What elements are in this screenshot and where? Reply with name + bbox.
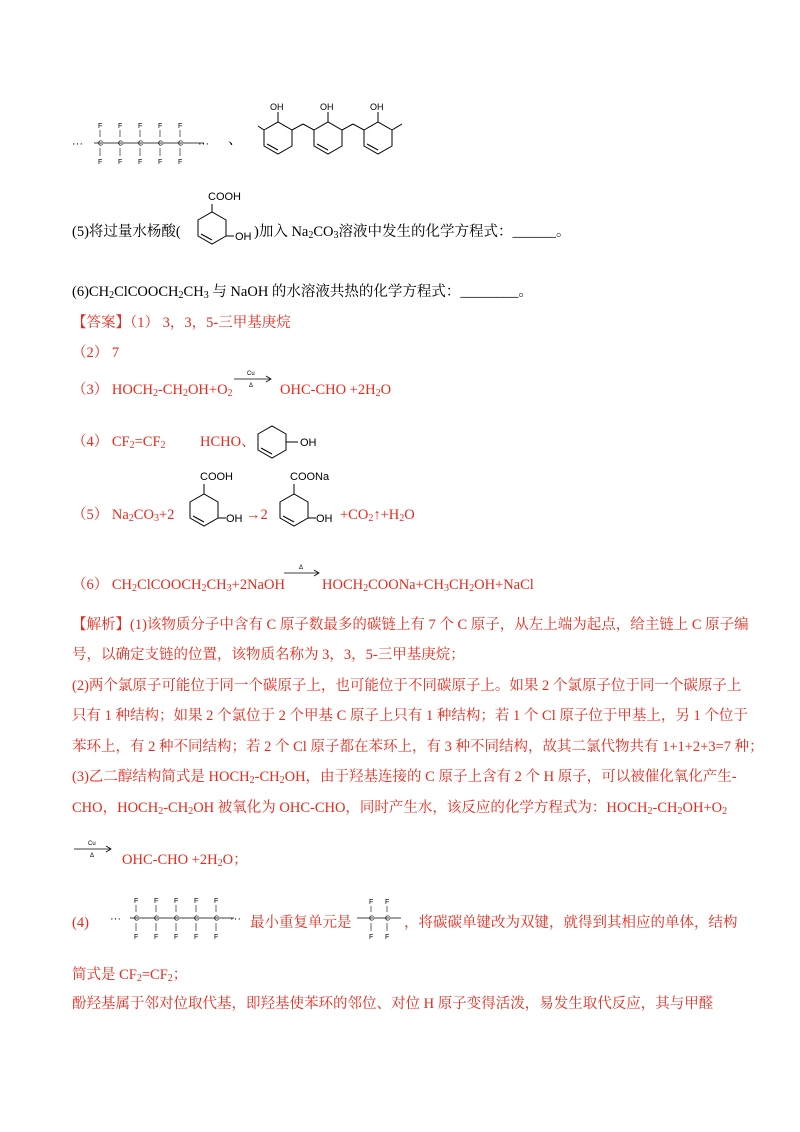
svg-text:C: C — [134, 915, 140, 923]
svg-text:COONa: COONa — [290, 471, 330, 483]
chain-dots-left: ··· — [72, 138, 83, 150]
svg-text:C: C — [369, 915, 375, 923]
svg-text:Δ: Δ — [299, 565, 304, 571]
svg-text:OH: OH — [316, 513, 333, 525]
analysis-p4b: 简式是 $CF_2=CF_2$； — [72, 967, 188, 984]
svg-text:C: C — [98, 140, 104, 148]
svg-text:F: F — [369, 934, 374, 941]
svg-text:OH: OH — [235, 231, 252, 243]
question-5-text: )加入 $Na_2CO_3$溶液中发生的化学方程式：______。 — [254, 224, 571, 241]
reaction-arrow-cu-analysis — [72, 838, 114, 860]
analysis-p2b: 只有 1 种结构；如果 2 个氯位于 2 个甲基 C 原子上只有 1 种结构；若 1 个 Cl 原子位于甲基上，另 1 个位于 — [72, 708, 748, 724]
answer-line-2: （2） 7 — [72, 345, 120, 361]
svg-text:F: F — [138, 159, 143, 166]
svg-text:F: F — [385, 899, 390, 906]
answer-3-product: $OHC-CHO +2H_2O$ — [280, 382, 392, 399]
analysis-p4-label: (4) — [72, 915, 89, 931]
question-5-pre: (5)将过量水杨酸( — [72, 224, 181, 240]
phenol-structure — [252, 420, 327, 464]
svg-text:F: F — [385, 934, 390, 941]
question-6-text: $(6)CH_2ClCOOCH_2CH_3$ 与 NaOH 的水溶液共热的化学方程式：________。 — [72, 284, 533, 301]
svg-text:F: F — [214, 898, 219, 905]
svg-text:OH: OH — [270, 102, 284, 112]
svg-text:F: F — [174, 934, 179, 941]
salicylic-acid-structure-q5 — [178, 190, 256, 250]
answer-line-3: （3） $HOCH_2-CH_2OH+O_2$ — [72, 382, 233, 399]
svg-text:F: F — [178, 123, 183, 130]
answer-4-hcho: HCHO、 — [200, 434, 256, 450]
analysis-p1b: 号，以确定支链的位置，该物质名称为 3，3，5-三甲基庚烷； — [72, 647, 465, 663]
svg-text:C: C — [194, 915, 200, 923]
svg-text:F: F — [98, 159, 103, 166]
answer-line-4: （4） $CF_2=CF_2$ — [72, 434, 166, 451]
svg-text:F: F — [158, 123, 163, 130]
phenol-formaldehyde-structure — [250, 100, 410, 170]
analysis-p2a: (2)两个氯原子可能位于同一个碳原子上，也可能位于不同碳原子上。如果 2 个氯原子位于同一个碳原子上 — [72, 678, 742, 694]
chain-dots-right: ··· — [198, 138, 209, 150]
svg-text:F: F — [98, 123, 103, 130]
answer-tag: 【答案】 — [72, 315, 130, 331]
svg-text:F: F — [158, 159, 163, 166]
analysis-tag: 【解析】 — [72, 617, 130, 633]
svg-text:C: C — [158, 140, 164, 148]
svg-text:OH: OH — [226, 513, 243, 525]
analysis-p1a: 【解析】(1)该物质分子中含有 C 原子数最多的碳链上有 7 个 C 原子，从左上端为起点，给主链上 C 原子编 — [72, 617, 749, 633]
ptfe-chain-structure-analysis — [110, 894, 250, 944]
answer-line-1: 【答案】（1） 3，3，5-三甲基庚烷 — [72, 315, 291, 331]
svg-text:OH: OH — [320, 102, 334, 112]
svg-text:Δ: Δ — [90, 853, 95, 859]
analysis-p3b: CHO，$HOCH_2-CH_2OH$ 被氧化为 OHC-CHO，同时产生水，该反应的化学方程式为：$HOCH_2-CH_2OH+O_2$ — [72, 800, 728, 817]
svg-text:C: C — [178, 140, 184, 148]
svg-text:F: F — [214, 934, 219, 941]
sodium-salicylate-structure — [260, 468, 346, 532]
salicylic-acid-structure-a5 — [178, 468, 248, 532]
svg-text:C: C — [174, 915, 180, 923]
svg-text:F: F — [134, 934, 139, 941]
analysis-p5: 酚羟基属于邻对位取代基，即羟基使苯环的邻位、对位 H 原子变得活泼，易发生取代反应，其与甲醛 — [72, 996, 714, 1012]
svg-text:Δ: Δ — [249, 383, 254, 389]
svg-text:C: C — [118, 140, 124, 148]
svg-text:F: F — [194, 934, 199, 941]
analysis-p3a: (3)乙二醇结构简式是 $HOCH_2-CH_2OH$，由于羟基连接的 C 原子上含有 2 个 H 原子，可以被催化氧化产生- — [72, 769, 737, 786]
svg-text:COOH: COOH — [200, 471, 233, 483]
analysis-p4-end: ，将碳碳单键改为双键，就得到其相应的单体，结构 — [404, 915, 738, 931]
svg-text:F: F — [118, 159, 123, 166]
answer-6-product: $HOCH_2COONa+CH_3CH_2OH+NaCl$ — [322, 577, 534, 594]
answer-line-6: （6） $CH_2ClCOOCH_2CH_3+2NaOH$ — [72, 577, 285, 594]
svg-text:F: F — [178, 159, 183, 166]
svg-text:F: F — [174, 898, 179, 905]
svg-text:C: C — [154, 915, 160, 923]
svg-text:C: C — [214, 915, 220, 923]
svg-text:Cu: Cu — [247, 371, 255, 377]
answer-5-end: $+CO_2↑+H_2O$ — [340, 507, 415, 524]
svg-text:C: C — [138, 140, 144, 148]
reaction-arrow-heat-6 — [282, 562, 322, 582]
svg-text:···: ··· — [230, 913, 241, 925]
svg-text:F: F — [154, 934, 159, 941]
svg-text:COOH: COOH — [208, 191, 241, 203]
repeat-unit-structure — [355, 896, 403, 942]
svg-text:F: F — [369, 899, 374, 906]
analysis-p4-mid: 最小重复单元是 — [250, 915, 352, 931]
svg-text:F: F — [194, 898, 199, 905]
svg-text:OH: OH — [300, 437, 317, 449]
analysis-p3c: $OHC-CHO +2H_2O$； — [122, 852, 248, 869]
svg-text:F: F — [134, 898, 139, 905]
reaction-arrow-cu-3 — [232, 368, 274, 390]
svg-text:C: C — [385, 915, 391, 923]
answer-line-5: （5） $Na_2CO_3+2$ — [72, 507, 175, 524]
svg-text:F: F — [154, 898, 159, 905]
svg-text:···: ··· — [110, 913, 121, 925]
answer-5-arrow: →2 — [246, 507, 268, 523]
svg-text:F: F — [118, 123, 123, 130]
analysis-p2c: 苯环上，有 2 种不同结构；若 2 个 Cl 原子都在苯环上，有 3 种不同结构，故其二氯代物共有 1+1+2+3=7 种； — [72, 739, 764, 755]
svg-text:F: F — [138, 123, 143, 130]
ptfe-chain-structure — [72, 118, 222, 170]
separator: 、 — [228, 132, 243, 148]
svg-text:OH: OH — [370, 102, 384, 112]
svg-text:Cu: Cu — [88, 841, 96, 847]
